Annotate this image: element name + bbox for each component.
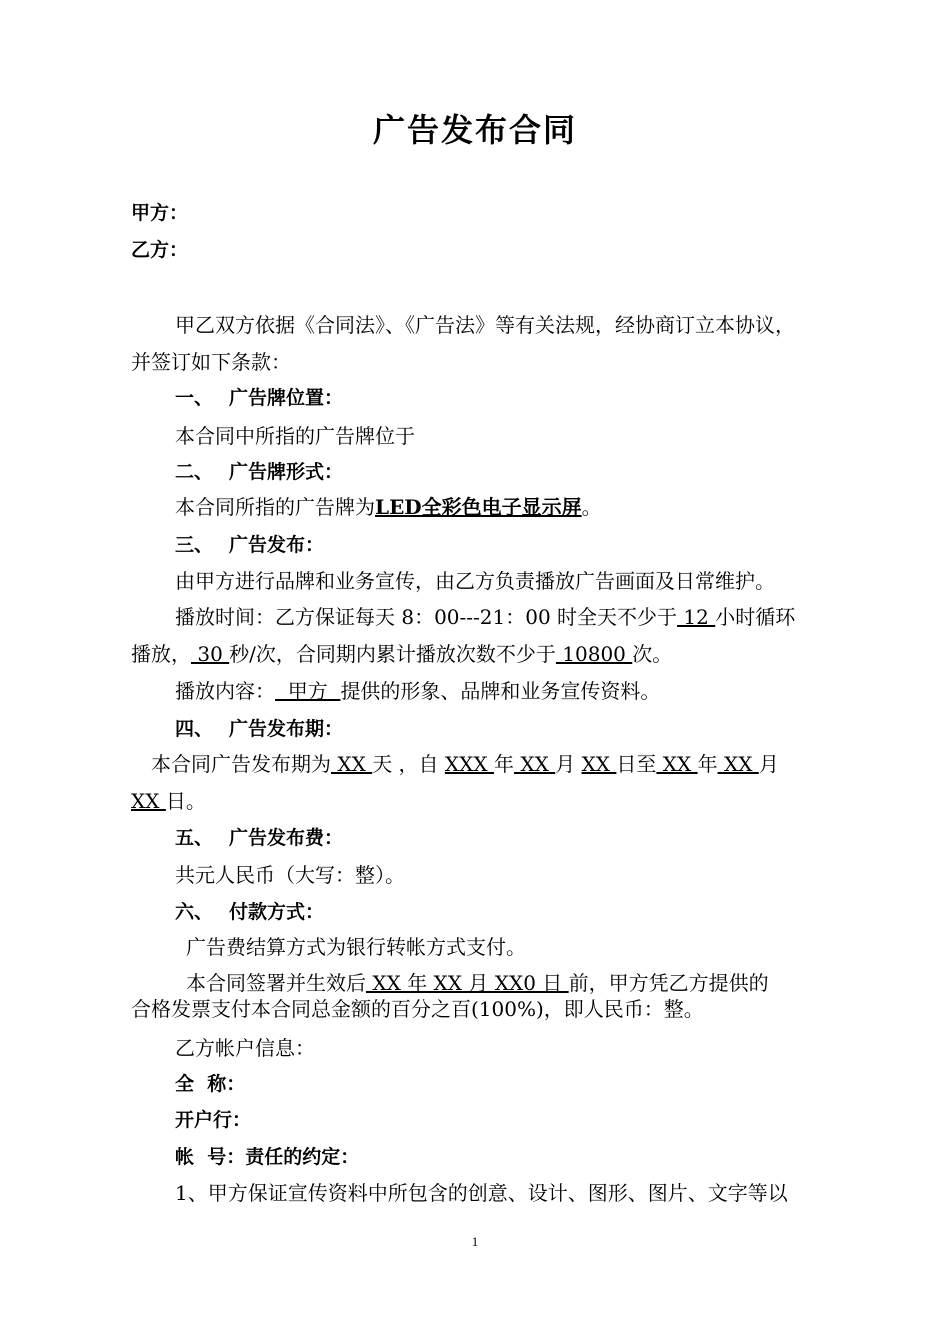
section-3-line-4	[175, 678, 875, 704]
section-6-text-2	[186, 970, 886, 996]
section-5-title: 广告发布费：	[229, 827, 344, 849]
section-2-number: 二、	[175, 461, 214, 483]
section-4-period-line	[151, 751, 851, 777]
play-time-text: 播放时间：乙方保证每天 8：00---21：00 时全天不少于	[175, 605, 678, 629]
section-2-title: 广告牌形式：	[229, 461, 344, 483]
payment-text: 本合同签署并生效后	[186, 971, 366, 995]
end-day-value: XX	[131, 789, 166, 813]
section-4-period-line-2	[131, 788, 831, 814]
section-1-number: 一、	[175, 387, 214, 409]
section-4-heading	[175, 716, 875, 742]
section-2-text-post: 。	[581, 495, 602, 519]
period-text: 本合同广告发布期为	[151, 752, 331, 776]
document-title: 广告发布合同	[372, 111, 577, 149]
section-5-heading	[175, 825, 875, 851]
account-number: 帐 号：责任的约定：	[175, 1146, 360, 1168]
year-label: 年	[494, 752, 514, 776]
start-year-value: XXX	[444, 752, 494, 776]
section-2-highlight: LED全彩色电子显示屏	[375, 495, 582, 519]
section-3-number: 三、	[175, 534, 214, 556]
month-label-2: 月	[758, 752, 779, 776]
payment-text-suffix: 前，甲方凭乙方提供的	[568, 971, 769, 995]
start-month-value: XX	[514, 752, 556, 776]
play-time-suffix: 小时循环	[715, 605, 796, 629]
section-2-text	[175, 494, 875, 520]
start-day-value: XX	[581, 752, 617, 776]
section-6-heading	[175, 899, 875, 925]
account-bank: 开户行：	[175, 1109, 252, 1131]
period-days-value: XX	[331, 752, 373, 776]
section-3-heading	[175, 532, 875, 558]
section-2-text-pre: 本合同所指的广告牌为	[175, 495, 375, 519]
intro-line-2: 并签订如下条款：	[131, 350, 291, 374]
account-info-label: 乙方帐户信息：	[175, 1036, 315, 1060]
section-6-text-1: 广告费结算方式为银行转帐方式支付。	[186, 935, 526, 959]
day-label: 日。	[165, 789, 206, 813]
party-b-label: 乙方：	[131, 239, 189, 261]
section-6-title: 付款方式：	[229, 901, 325, 923]
section-1-heading	[175, 385, 875, 411]
section-1-text: 本合同中所指的广告牌位于	[175, 424, 415, 448]
party-a-label: 甲方：	[131, 202, 189, 224]
play-count-suffix: 次。	[632, 642, 673, 666]
play-loop-text: 播放，	[131, 642, 191, 666]
section-3-line-2	[175, 604, 875, 630]
play-count-value: 10800	[555, 642, 633, 666]
section-3-title: 广告发布：	[229, 534, 325, 556]
content-text: 提供的形象、品牌和业务宣传资料。	[340, 679, 661, 703]
year-label-2: 年	[697, 752, 718, 776]
content-label: 播放内容：	[175, 679, 275, 703]
section-3-line-1: 由甲方进行品牌和业务宣传，由乙方负责播放广告画面及日常维护。	[175, 569, 775, 593]
section-2-heading	[175, 459, 875, 485]
page-number: 1	[471, 1234, 479, 1249]
seconds-value: 30	[191, 642, 230, 666]
section-5-number: 五、	[175, 827, 214, 849]
payment-date-value: XX 年 XX 月 XX0 日	[366, 971, 569, 995]
section-6-number: 六、	[175, 901, 214, 923]
play-count-text: 秒/次，合同期内累计播放次数不少于	[229, 642, 556, 666]
intro-line-1: 甲乙双方依据《合同法》、《广告法》等有关法规，经协商订立本协议，	[175, 313, 795, 337]
section-6-text-3: 合格发票支付本合同总金额的百分之百(100%)，即人民币：整。	[131, 997, 704, 1021]
section-5-text: 共元人民币（大写：整）。	[175, 863, 405, 887]
month-label: 月	[555, 752, 582, 776]
section-3-line-3	[131, 641, 831, 667]
to-label: 日至	[616, 752, 657, 776]
end-month-value: XX	[717, 752, 759, 776]
play-hours-value: 12	[677, 605, 716, 629]
account-full-name: 全 称：	[175, 1073, 246, 1095]
section-4-number: 四、	[175, 718, 214, 740]
liability-item-1: 1、甲方保证宣传资料中所包含的创意、设计、图形、图片、文字等以	[175, 1181, 788, 1205]
section-4-title: 广告发布期：	[229, 718, 344, 740]
period-from-text: 天 ，自	[372, 752, 445, 776]
end-year-value: XX	[656, 752, 698, 776]
section-1-title: 广告牌位置：	[229, 387, 344, 409]
content-provider-value: 甲方	[275, 679, 341, 703]
